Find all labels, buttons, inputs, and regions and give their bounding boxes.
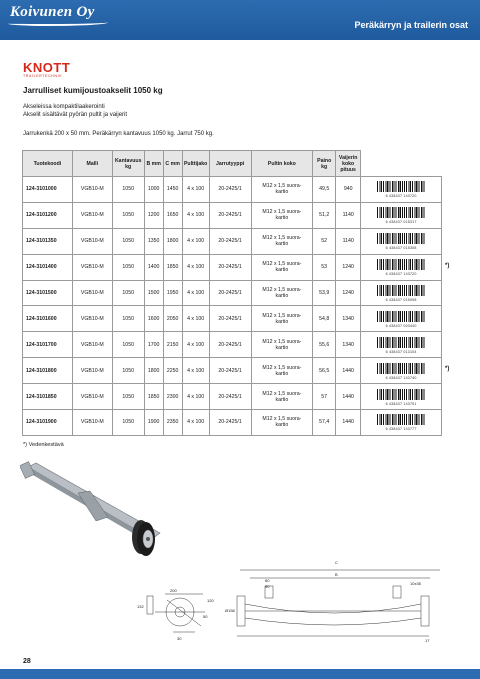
cell-c: 2350 xyxy=(163,410,182,436)
cell-code: 124-3101200 xyxy=(23,202,73,228)
waterproof-mark: *) xyxy=(445,262,450,269)
cell-capacity: 1050 xyxy=(112,384,144,410)
table-row xyxy=(23,410,442,436)
table-header-row xyxy=(23,151,442,177)
cell-c: 1450 xyxy=(163,177,182,203)
bolt-line: M12 x 1,5 suora- xyxy=(262,209,302,216)
cell-code: 124-3101350 xyxy=(23,228,73,254)
cell-bolt xyxy=(251,332,313,358)
cell-bolt xyxy=(251,254,313,280)
cell-c: 2050 xyxy=(163,306,182,332)
cell-pcd: 4 x 100 xyxy=(182,358,209,384)
cell-weight: 53 xyxy=(313,254,336,280)
barcode-number: 6 438437 143720 xyxy=(385,272,417,277)
barcode-number: 6 438437 143740 xyxy=(385,375,417,380)
col-header: Tuotekoodi xyxy=(23,151,73,177)
col-header: Paino kg xyxy=(313,151,336,177)
cell-cable: 1340 xyxy=(336,306,361,332)
cell-pcd: 4 x 100 xyxy=(182,332,209,358)
brand-name: KNOTT xyxy=(23,60,71,75)
cell-weight: 54,8 xyxy=(313,306,336,332)
barcode-image xyxy=(377,337,425,348)
cell-code: 124-3101700 xyxy=(23,332,73,358)
cell-cable: 1140 xyxy=(336,202,361,228)
cell-barcode xyxy=(361,177,442,203)
cell-barcode xyxy=(361,410,442,436)
cell-b: 1200 xyxy=(144,202,163,228)
cell-barcode xyxy=(361,280,442,306)
brand-tagline: TRAILERTECHNIK xyxy=(23,74,63,78)
barcode-image xyxy=(377,414,425,425)
dim-200-label: 200 xyxy=(170,588,177,593)
dim-b-label: B xyxy=(335,572,338,577)
cell-bolt xyxy=(251,177,313,203)
cell-capacity: 1050 xyxy=(112,332,144,358)
cell-model: VGB10-M xyxy=(72,384,112,410)
product-spec-line: Jarrukenkä 200 x 50 mm. Peräkärryn kantavuus 1050 kg. Jarrut 750 kg. xyxy=(23,131,214,137)
barcode-number: 6 438437 143777 xyxy=(385,427,417,432)
cell-brake: 20-2425/1 xyxy=(209,280,251,306)
cell-model: VGB10-M xyxy=(72,202,112,228)
cell-model: VGB10-M xyxy=(72,228,112,254)
cell-cable: 1440 xyxy=(336,410,361,436)
cell-c: 2300 xyxy=(163,384,182,410)
bolt-line: kartio xyxy=(275,422,289,429)
cell-capacity: 1050 xyxy=(112,358,144,384)
cell-pcd: 4 x 100 xyxy=(182,280,209,306)
barcode-number: 6 438437 143751 xyxy=(385,401,417,406)
cell-weight: 56,5 xyxy=(313,358,336,384)
cell-b: 1000 xyxy=(144,177,163,203)
cell-barcode xyxy=(361,306,442,332)
col-header: Malli xyxy=(72,151,112,177)
spec-table xyxy=(22,150,442,436)
page-header xyxy=(0,0,480,40)
table-row xyxy=(23,228,442,254)
cell-cable: 1240 xyxy=(336,280,361,306)
dim-30-label: 30 xyxy=(177,636,182,641)
dim-120-label: 120 xyxy=(207,598,214,603)
bolt-line: M12 x 1,5 suora- xyxy=(262,261,302,268)
cell-pcd: 4 x 100 xyxy=(182,202,209,228)
cell-bolt xyxy=(251,306,313,332)
waterproof-mark: *) xyxy=(445,366,450,373)
cell-c: 1950 xyxy=(163,280,182,306)
bolt-line: M12 x 1,5 suora- xyxy=(262,235,302,242)
dim-10x35-label: 10x35 xyxy=(410,581,421,586)
cell-brake: 20-2425/1 xyxy=(209,358,251,384)
knott-brand-logo xyxy=(23,60,70,78)
page-footer-bar xyxy=(0,669,480,679)
cell-code: 124-3101850 xyxy=(23,384,73,410)
cell-b: 1600 xyxy=(144,306,163,332)
desc-line: Akselit sisältävät pyörän pultit ja vaijerit xyxy=(23,112,128,118)
dim-50-label: 50 xyxy=(203,614,208,619)
section-title: Peräkärryn ja trailerin osat xyxy=(354,20,468,30)
bolt-line: kartio xyxy=(275,189,289,196)
cell-barcode xyxy=(361,332,442,358)
bolt-line: M12 x 1,5 suora- xyxy=(262,338,302,345)
cell-pcd: 4 x 100 xyxy=(182,410,209,436)
dim-c-label: C xyxy=(335,560,338,565)
dim-158-label: Ø158 xyxy=(225,608,235,613)
cell-cable: 1240 xyxy=(336,254,361,280)
col-header: Kantavuus kg xyxy=(112,151,144,177)
cell-brake: 20-2425/1 xyxy=(209,202,251,228)
cell-code: 124-3101000 xyxy=(23,177,73,203)
bolt-line: M12 x 1,5 suora- xyxy=(262,287,302,293)
bolt-line: M12 x 1,5 suora- xyxy=(262,390,302,397)
cell-weight: 53,9 xyxy=(313,280,336,306)
cell-b: 1850 xyxy=(144,384,163,410)
bolt-line: kartio xyxy=(275,293,289,299)
cell-b: 1350 xyxy=(144,228,163,254)
cell-barcode xyxy=(361,384,442,410)
cell-b: 1400 xyxy=(144,254,163,280)
product-title: Jarrulliset kumijoustoakselit 1050 kg xyxy=(23,86,163,95)
cell-weight: 55,6 xyxy=(313,332,336,358)
cell-cable: 940 xyxy=(336,177,361,203)
cell-pcd: 4 x 100 xyxy=(182,306,209,332)
cell-weight: 57 xyxy=(313,384,336,410)
cell-capacity: 1050 xyxy=(112,280,144,306)
cell-cable: 1440 xyxy=(336,358,361,384)
company-logo: Koivunen Oy xyxy=(10,4,95,20)
bolt-line: M12 x 1,5 suora- xyxy=(262,183,302,190)
barcode-image xyxy=(377,259,425,270)
bolt-line: kartio xyxy=(275,215,289,222)
cell-pcd: 4 x 100 xyxy=(182,254,209,280)
barcode-image xyxy=(377,181,425,192)
cell-code: 124-3101400 xyxy=(23,254,73,280)
cell-model: VGB10-M xyxy=(72,306,112,332)
barcode-image xyxy=(377,233,425,244)
bolt-line: M12 x 1,5 suora- xyxy=(262,312,302,319)
cell-capacity: 1050 xyxy=(112,306,144,332)
axle-illustration xyxy=(20,455,170,565)
bolt-line: kartio xyxy=(275,396,289,403)
cell-model: VGB10-M xyxy=(72,254,112,280)
cell-c: 1650 xyxy=(163,202,182,228)
bolt-line: M12 x 1,5 suora- xyxy=(262,416,302,423)
cell-weight: 57,4 xyxy=(313,410,336,436)
table-row xyxy=(23,358,442,384)
cell-brake: 20-2425/1 xyxy=(209,410,251,436)
table-row xyxy=(23,177,442,203)
desc-line: Akseleissa kompaktilaakerointi xyxy=(23,104,105,110)
col-header: C mm xyxy=(163,151,182,177)
barcode-image xyxy=(377,207,425,218)
logo-swoosh xyxy=(8,20,108,26)
cell-barcode xyxy=(361,228,442,254)
dim-17-label: 17 xyxy=(425,638,430,643)
footnote: *) Vedenkestävä xyxy=(23,442,64,448)
barcode-image xyxy=(377,389,425,400)
cell-cable: 1140 xyxy=(336,228,361,254)
col-header: Pulttijako xyxy=(182,151,209,177)
cell-pcd: 4 x 100 xyxy=(182,384,209,410)
barcode-image xyxy=(377,311,425,322)
bolt-line: kartio xyxy=(275,267,289,274)
col-header xyxy=(361,151,442,177)
cell-brake: 20-2425/1 xyxy=(209,384,251,410)
cell-brake: 20-2425/1 xyxy=(209,306,251,332)
cell-b: 1500 xyxy=(144,280,163,306)
cell-model: VGB10-M xyxy=(72,177,112,203)
cell-brake: 20-2425/1 xyxy=(209,228,251,254)
cell-cable: 1440 xyxy=(336,384,361,410)
cell-brake: 20-2425/1 xyxy=(209,332,251,358)
barcode-number: 6 438437 015308 xyxy=(385,246,417,251)
cell-b: 1700 xyxy=(144,332,163,358)
cell-code: 124-3101600 xyxy=(23,306,73,332)
cell-bolt xyxy=(251,228,313,254)
cell-bolt xyxy=(251,280,313,306)
cell-capacity: 1050 xyxy=(112,202,144,228)
cell-model: VGB10-M xyxy=(72,280,112,306)
cell-capacity: 1050 xyxy=(112,177,144,203)
cell-code: 124-3101900 xyxy=(23,410,73,436)
cell-model: VGB10-M xyxy=(72,358,112,384)
dim-132-label: 132 xyxy=(137,604,144,609)
cell-cable: 1340 xyxy=(336,332,361,358)
cell-brake: 20-2425/1 xyxy=(209,254,251,280)
bolt-line: kartio xyxy=(275,241,289,248)
cell-c: 1800 xyxy=(163,228,182,254)
dim-60-label: 60 xyxy=(265,578,270,583)
cell-c: 2150 xyxy=(163,332,182,358)
cell-pcd: 4 x 100 xyxy=(182,177,209,203)
barcode-image xyxy=(377,363,425,374)
table-row xyxy=(23,306,442,332)
cell-bolt xyxy=(251,358,313,384)
table-row xyxy=(23,280,442,306)
barcode-number: 6 438437 015098 xyxy=(385,298,417,302)
cell-bolt xyxy=(251,384,313,410)
col-header: Jarrutyyppi xyxy=(209,151,251,177)
cell-c: 1850 xyxy=(163,254,182,280)
cell-barcode xyxy=(361,358,442,384)
dim-90-label: 90 xyxy=(265,584,270,589)
cell-capacity: 1050 xyxy=(112,410,144,436)
cell-model: VGB10-M xyxy=(72,332,112,358)
cell-weight: 49,5 xyxy=(313,177,336,203)
cell-barcode xyxy=(361,254,442,280)
cell-brake: 20-2425/1 xyxy=(209,177,251,203)
table-row xyxy=(23,384,442,410)
cell-weight: 51,2 xyxy=(313,202,336,228)
col-header: Vaijerin koko pituus xyxy=(336,151,361,177)
cell-c: 2250 xyxy=(163,358,182,384)
barcode-number: 6 438437 013104 xyxy=(385,349,417,354)
barcode-image xyxy=(377,285,425,296)
cell-weight: 52 xyxy=(313,228,336,254)
cell-bolt xyxy=(251,202,313,228)
table-row xyxy=(23,254,442,280)
table-row xyxy=(23,332,442,358)
product-description xyxy=(23,103,127,119)
cell-model: VGB10-M xyxy=(72,410,112,436)
bolt-line: M12 x 1,5 suora- xyxy=(262,364,302,371)
col-header: Pultin koko xyxy=(251,151,313,177)
barcode-number: 6 438437 003440 xyxy=(385,323,417,328)
cell-b: 1800 xyxy=(144,358,163,384)
cell-b: 1900 xyxy=(144,410,163,436)
col-header: B mm xyxy=(144,151,163,177)
cell-code: 124-3101800 xyxy=(23,358,73,384)
cell-capacity: 1050 xyxy=(112,228,144,254)
cell-bolt xyxy=(251,410,313,436)
table-row xyxy=(23,202,442,228)
bolt-line: kartio xyxy=(275,370,289,377)
cell-code: 124-3101500 xyxy=(23,280,73,306)
bolt-line: kartio xyxy=(275,318,289,325)
bolt-line: kartio xyxy=(275,344,289,351)
technical-drawings xyxy=(125,552,460,657)
cell-capacity: 1050 xyxy=(112,254,144,280)
cell-pcd: 4 x 100 xyxy=(182,228,209,254)
barcode-number: 6 438437 143720 xyxy=(385,194,417,199)
barcode-number: 6 438437 015317 xyxy=(385,220,417,225)
page-number: 28 xyxy=(23,658,31,665)
cell-barcode xyxy=(361,202,442,228)
